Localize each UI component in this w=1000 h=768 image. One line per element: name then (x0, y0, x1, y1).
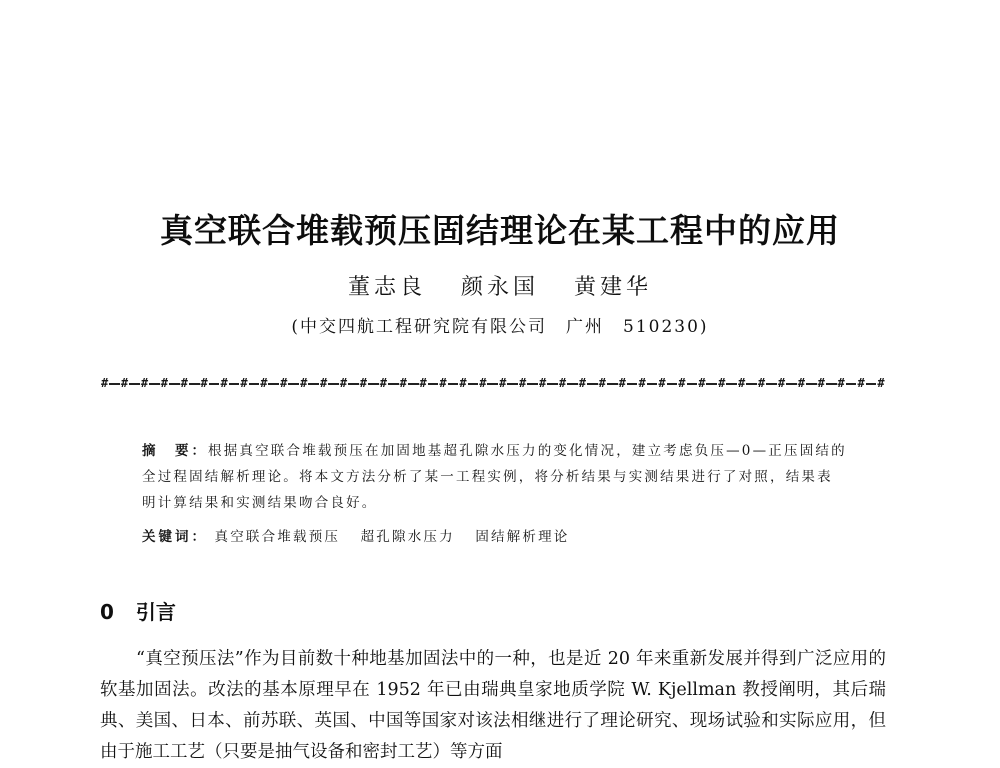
body-paragraph: “真空预压法”作为目前数十种地基加固法中的一种，也是近 20 年来重新发展并得到广泛应用的软基加固法。改法的基本原理早在 1952 年已由瑞典皇家地质学院 W. Kjellman 教授阐明，其后瑞典、美国、日本、前苏联、英国、中国等国家对该法相继进行了理论研究、现场试验和实际应用，但由于施工工艺（只要是抽气设备和密封工艺）等方面 (100, 649, 886, 762)
divider-mark: # (618, 376, 626, 390)
keyword: 超孔隙水压力 (360, 529, 455, 545)
author-name: 颜永国 (460, 275, 539, 300)
author-list (0, 270, 1000, 301)
divider-mark: # (101, 376, 109, 390)
divider-mark: # (379, 376, 387, 390)
divider-marks (100, 376, 886, 390)
divider-mark: # (837, 376, 845, 390)
divider-mark: # (538, 376, 547, 390)
divider-mark: # (439, 376, 447, 390)
abstract-text: 根据真空联合堆载预压在加固地基超孔隙水压力的变化情况，建立考虑负压—0—正压固结的全过程固结解析理论。将本文方法分析了某一工程实例，将分析结果与实测结果进行了对照，结果表明计算结果和实测结果吻合良好。 (142, 443, 847, 511)
divider-mark: # (777, 376, 786, 390)
divider-mark: # (260, 376, 268, 390)
divider-mark: # (220, 376, 228, 390)
divider-mark: # (280, 376, 288, 390)
divider-mark: # (578, 376, 586, 390)
divider-mark: # (598, 376, 606, 390)
divider-mark: # (300, 376, 308, 390)
divider-mark: # (359, 376, 368, 390)
divider-mark: # (678, 376, 686, 390)
keywords-label: 关键词： (142, 529, 208, 545)
divider-mark: # (399, 376, 407, 390)
divider-mark: # (817, 376, 825, 390)
body-text (100, 644, 886, 768)
section-number: 0 (100, 600, 114, 624)
divider-mark: # (180, 376, 188, 390)
paper-title: 真空联合堆载预压固结理论在某工程中的应用 (160, 211, 840, 250)
divider-mark: # (797, 376, 805, 390)
divider-mark: # (658, 376, 666, 390)
divider-mark: # (140, 376, 149, 390)
divider-mark: # (479, 376, 487, 390)
divider-mark: # (558, 376, 567, 390)
divider-mark: # (499, 376, 507, 390)
divider-mark: # (200, 376, 208, 390)
divider-mark: # (738, 376, 746, 390)
divider-mark: # (857, 376, 865, 390)
header-divider (100, 376, 886, 390)
abstract-block (142, 438, 848, 516)
divider-mark: # (319, 376, 328, 390)
divider-mark: # (519, 376, 527, 390)
abstract-label: 摘 要： (142, 443, 208, 459)
divider-mark: # (419, 376, 427, 390)
divider-mark: # (339, 376, 348, 390)
section-title: 引言 (135, 600, 176, 624)
author-affiliation: (中交四航工程研究院有限公司 广州 510230) (291, 317, 709, 337)
divider-mark: # (240, 376, 248, 390)
divider-mark: # (120, 376, 129, 390)
divider-mark: # (459, 376, 467, 390)
divider-mark: # (638, 376, 646, 390)
keywords-block (142, 524, 848, 550)
divider-mark: # (877, 376, 885, 390)
section-heading (100, 596, 176, 625)
divider-mark: # (718, 376, 726, 390)
divider-mark: # (698, 376, 706, 390)
keyword: 真空联合堆载预压 (214, 529, 341, 545)
author-name: 黄建华 (574, 275, 653, 300)
author-name: 董志良 (347, 275, 426, 300)
divider-mark: # (757, 376, 766, 390)
keyword: 固结解析理论 (475, 529, 570, 545)
divider-mark: # (160, 376, 168, 390)
